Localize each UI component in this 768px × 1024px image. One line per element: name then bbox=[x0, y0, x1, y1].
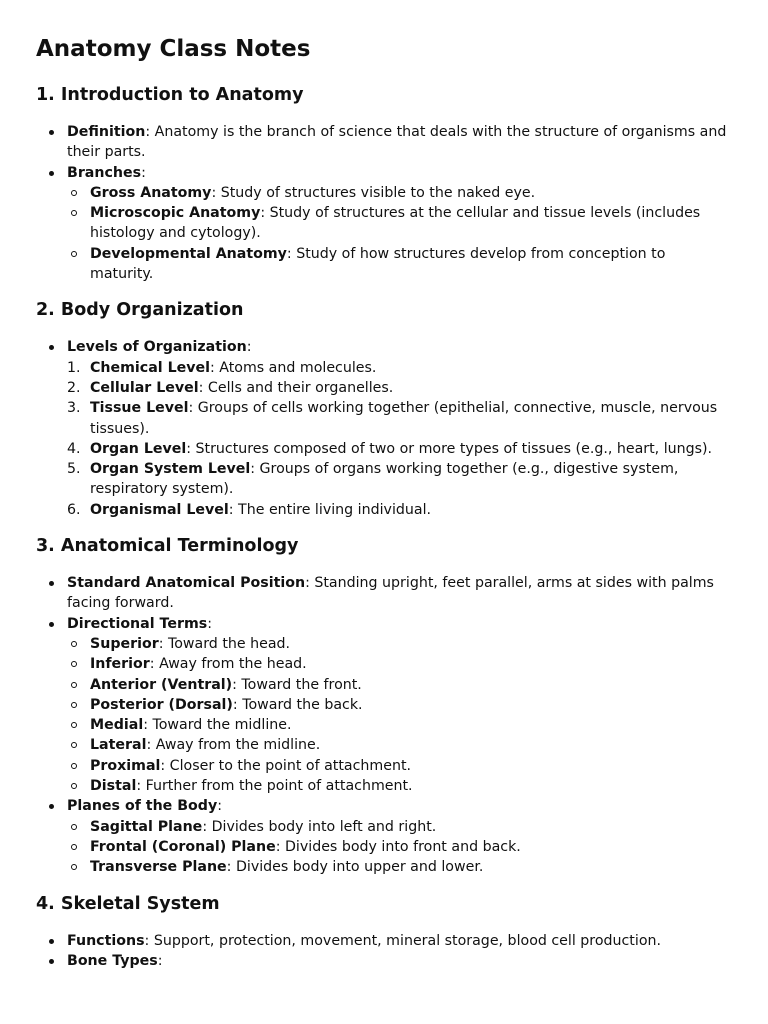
term-description: : Divides body into front and back. bbox=[275, 838, 521, 855]
term-label: Sagittal Plane bbox=[90, 818, 203, 835]
term-label: Proximal bbox=[90, 757, 161, 774]
item-number: 6. bbox=[67, 501, 81, 518]
list-item bbox=[67, 857, 732, 877]
term-colon: : bbox=[157, 952, 163, 969]
list-item bbox=[67, 500, 732, 520]
term-label: Distal bbox=[90, 778, 137, 795]
list-item bbox=[67, 675, 732, 695]
term-description: : Toward the back. bbox=[232, 696, 363, 713]
term-label: Inferior bbox=[90, 656, 150, 673]
term-description: : Divides body into left and right. bbox=[202, 818, 437, 835]
term-colon: : bbox=[207, 615, 212, 632]
list-item bbox=[67, 398, 732, 439]
term-label: Developmental Anatomy bbox=[90, 245, 287, 262]
list-item-levels bbox=[36, 337, 732, 520]
term-description: : Cells and their organelles. bbox=[198, 379, 394, 396]
term-label: Medial bbox=[90, 717, 144, 734]
term-label: Organ System Level bbox=[90, 461, 251, 478]
item-number: 3. bbox=[67, 400, 81, 417]
item-number: 5. bbox=[67, 461, 81, 478]
section-heading: 4. Skeletal System bbox=[36, 893, 220, 914]
sub-list bbox=[67, 817, 732, 878]
list-item bbox=[67, 817, 732, 837]
term-description: : Study of structures visible to the naked eye. bbox=[211, 184, 536, 201]
list-item bbox=[67, 837, 732, 857]
section-anatomical-terminology bbox=[36, 534, 732, 877]
term-colon: : bbox=[246, 339, 252, 356]
list-item-definition bbox=[36, 122, 732, 163]
term-label: Bone Types bbox=[67, 952, 158, 969]
section-body-organization bbox=[36, 298, 732, 520]
term-label: Anterior (Ventral) bbox=[90, 676, 233, 693]
list-item bbox=[67, 756, 732, 776]
term-label: Chemical Level bbox=[90, 359, 210, 376]
term-description: : Away from the head. bbox=[149, 656, 307, 673]
list-item bbox=[67, 358, 732, 378]
list-item bbox=[67, 203, 732, 244]
term-label: Gross Anatomy bbox=[90, 184, 212, 201]
sub-list bbox=[67, 634, 732, 796]
term-label: Organismal Level bbox=[90, 501, 229, 518]
term-description: : Support, protection, movement, mineral storage, blood cell production. bbox=[144, 932, 661, 949]
term-label: Definition bbox=[67, 124, 146, 140]
term-label: Organ Level bbox=[90, 440, 187, 457]
term-label: Microscopic Anatomy bbox=[90, 205, 261, 222]
term-description: : Divides body into upper and lower. bbox=[226, 859, 484, 876]
term-description: : Away from the midline. bbox=[146, 737, 321, 754]
list-item-functions bbox=[36, 931, 732, 951]
list-item-bone-types bbox=[36, 951, 732, 971]
term-description: : Groups of organs working together (e.g., digestive system, respiratory system). bbox=[90, 461, 679, 498]
list-item bbox=[67, 715, 732, 735]
term-description: : Atoms and molecules. bbox=[209, 359, 377, 376]
term-description: : Structures composed of two or more types of tissues (e.g., heart, lungs). bbox=[186, 440, 713, 457]
bullet-list bbox=[36, 122, 732, 284]
list-item-branches bbox=[36, 163, 732, 285]
list-item-directional bbox=[36, 614, 732, 797]
term-label: Standard Anatomical Position bbox=[67, 575, 306, 592]
item-number: 2. bbox=[67, 379, 81, 396]
list-item bbox=[67, 776, 732, 796]
section-heading: 1. Introduction to Anatomy bbox=[36, 85, 304, 105]
bullet-list bbox=[36, 931, 732, 972]
section-skeletal-system bbox=[36, 892, 732, 972]
list-item-position bbox=[36, 573, 732, 614]
term-label: Frontal (Coronal) Plane bbox=[90, 838, 276, 855]
list-item bbox=[67, 695, 732, 715]
term-label: Superior bbox=[90, 635, 159, 652]
term-description: : Anatomy is the branch of science that deals with the structure of organisms and their parts. bbox=[67, 124, 727, 161]
sub-list bbox=[67, 183, 732, 284]
term-label: Posterior (Dorsal) bbox=[90, 696, 233, 713]
term-description: : Closer to the point of attachment. bbox=[160, 757, 412, 774]
term-description: : Further from the point of attachment. bbox=[136, 778, 413, 795]
list-item-planes bbox=[36, 796, 732, 877]
numbered-list bbox=[67, 358, 732, 520]
section-heading: 3. Anatomical Terminology bbox=[36, 536, 299, 557]
list-item bbox=[67, 459, 732, 500]
term-description: : Groups of cells working together (epithelial, connective, muscle, nervous tissues). bbox=[90, 400, 718, 437]
term-label: Cellular Level bbox=[90, 379, 199, 396]
term-label: Levels of Organization bbox=[67, 339, 247, 356]
section-heading: 2. Body Organization bbox=[36, 300, 244, 321]
bullet-list bbox=[36, 337, 732, 520]
term-description: : Study of structures at the cellular and tissue levels (includes histology and cytology). bbox=[90, 205, 701, 242]
list-item bbox=[67, 244, 732, 285]
term-label: Lateral bbox=[90, 737, 147, 754]
term-colon: : bbox=[141, 164, 146, 181]
list-item bbox=[67, 634, 732, 654]
list-item bbox=[67, 735, 732, 755]
term-description: : Toward the head. bbox=[158, 635, 291, 652]
term-description: : Study of how structures develop from conception to maturity. bbox=[90, 245, 666, 283]
page-title: Anatomy Class Notes bbox=[36, 36, 311, 62]
item-number: 1. bbox=[67, 359, 81, 376]
term-label: Transverse Plane bbox=[90, 859, 227, 876]
list-item bbox=[67, 654, 732, 674]
term-label: Planes of the Body bbox=[67, 798, 218, 815]
bullet-list bbox=[36, 573, 732, 877]
term-description: : Standing upright, feet parallel, arms at sides with palms facing forward. bbox=[67, 575, 714, 612]
item-number: 4. bbox=[67, 440, 81, 457]
list-item bbox=[67, 183, 732, 203]
term-label: Tissue Level bbox=[90, 400, 189, 417]
term-label: Directional Terms bbox=[67, 615, 208, 632]
list-item bbox=[67, 378, 732, 398]
term-colon: : bbox=[217, 798, 222, 815]
list-item bbox=[67, 439, 732, 459]
term-description: : The entire living individual. bbox=[228, 501, 432, 518]
term-description: : Toward the front. bbox=[232, 676, 362, 693]
term-description: : Toward the midline. bbox=[143, 717, 292, 734]
term-label: Functions bbox=[67, 932, 145, 949]
term-label: Branches bbox=[67, 164, 142, 181]
section-introduction bbox=[36, 83, 732, 284]
